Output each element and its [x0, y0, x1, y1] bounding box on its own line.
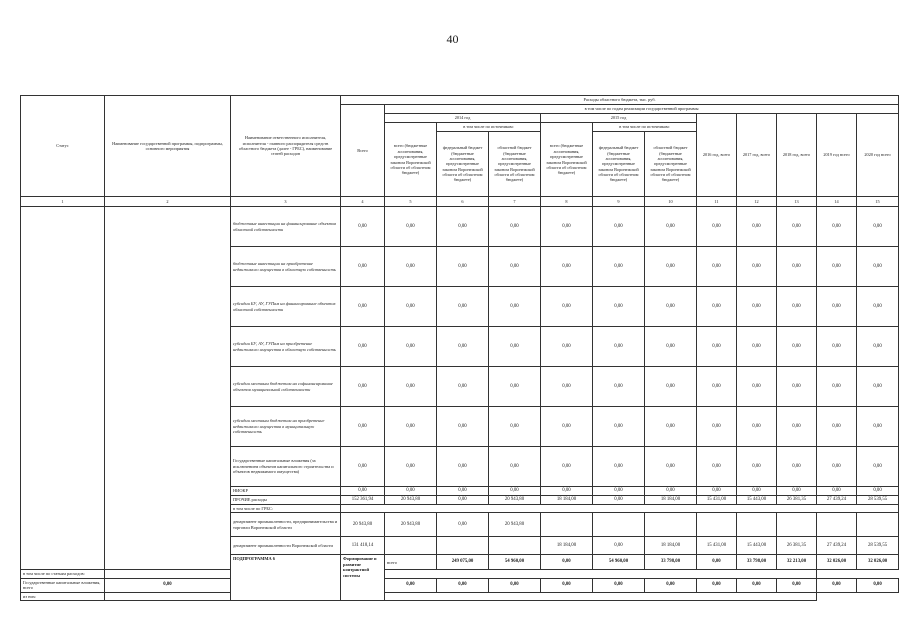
- column-number: 3: [231, 197, 341, 207]
- value-cell: 0,00: [857, 407, 899, 447]
- header-2019: 2019 год всего: [817, 114, 857, 197]
- header-2020: 2020 год всего: [857, 114, 899, 197]
- value-cell: 0,00: [437, 207, 489, 247]
- value-cell: 0,00: [857, 578, 899, 592]
- header-2015: 2015 год: [541, 114, 697, 123]
- column-number: 7: [489, 197, 541, 207]
- value-cell: 15 443,00: [737, 537, 777, 555]
- column-number: 8: [541, 197, 593, 207]
- value-cell: 0,00: [645, 207, 697, 247]
- column-number: 4: [341, 197, 385, 207]
- row-label: всего: [385, 555, 437, 570]
- value-cell: 0,00: [489, 407, 541, 447]
- value-cell: 0,00: [385, 578, 437, 592]
- value-cell: 0,00: [593, 367, 645, 407]
- value-cell: 0,00: [857, 247, 899, 287]
- value-cell: 0,00: [541, 327, 593, 367]
- value-cell: 32 026,00: [857, 555, 899, 570]
- value-cell: 0,00: [489, 327, 541, 367]
- header-name: Наименование государственной программы, подпрограммы, основного мероприятия: [105, 96, 231, 197]
- value-cell: 0,00: [697, 487, 737, 496]
- header-2015-all: всего (бюджетные ассигнования, предусмотренные законом Воронежской области об областном бюджете): [541, 123, 593, 197]
- value-cell: 0,00: [489, 367, 541, 407]
- value-cell: 0,00: [697, 327, 737, 367]
- column-number: 13: [777, 197, 817, 207]
- value-cell: 0,00: [341, 207, 385, 247]
- value-cell: [489, 537, 541, 555]
- value-cell: 27 439,24: [817, 537, 857, 555]
- row-label: Государственные капитальные вложения (за исключением объектов капитального строительства и объектов недвижимого имущества): [231, 447, 341, 487]
- column-number: 10: [645, 197, 697, 207]
- value-cell: 0,00: [817, 327, 857, 367]
- value-cell: 0,00: [541, 487, 593, 496]
- value-cell: 33 798,00: [737, 555, 777, 570]
- column-number: 6: [437, 197, 489, 207]
- column-number-row: [21, 197, 899, 207]
- value-cell: 0,00: [341, 407, 385, 447]
- value-cell: 0,00: [737, 487, 777, 496]
- value-cell: 0,00: [341, 367, 385, 407]
- value-cell: 152 361,94: [341, 495, 385, 504]
- value-cell: 20 943,80: [489, 513, 541, 537]
- value-cell: 0,00: [437, 367, 489, 407]
- header-2015-federal: федеральный бюджет (бюджетные ассигнования, предусмотренные законом Воронежской области об областном бюджете): [593, 132, 645, 197]
- value-cell: 0,00: [341, 247, 385, 287]
- value-cell: 0,00: [541, 447, 593, 487]
- value-cell: [697, 513, 737, 537]
- value-cell: 0,00: [697, 287, 737, 327]
- value-cell: 0,00: [777, 327, 817, 367]
- value-cell: 0,00: [817, 407, 857, 447]
- value-cell: 18 184,00: [645, 495, 697, 504]
- header-2014-by-source: в том числе по источникам:: [437, 123, 541, 132]
- value-cell: 0,00: [593, 537, 645, 555]
- value-cell: 0,00: [777, 407, 817, 447]
- value-cell: 0,00: [593, 447, 645, 487]
- row-label: департамент промышленности, предпринимательства и торговли Воронежской области: [231, 513, 341, 537]
- value-cell: 0,00: [645, 367, 697, 407]
- value-cell: 0,00: [697, 555, 737, 570]
- value-cell: 0,00: [777, 287, 817, 327]
- value-cell: 0,00: [817, 207, 857, 247]
- value-cell: 32 213,00: [777, 555, 817, 570]
- value-cell: 0,00: [489, 578, 541, 592]
- row-label: Государственные капитальные вложения, всего: [21, 578, 105, 592]
- value-cell: 0,00: [857, 487, 899, 496]
- column-number: 11: [697, 197, 737, 207]
- value-cell: 0,00: [489, 487, 541, 496]
- row-label: из них:: [21, 592, 105, 601]
- value-cell: 0,00: [697, 447, 737, 487]
- value-cell: [541, 513, 593, 537]
- header-status: Статус: [21, 96, 105, 197]
- value-cell: 0,00: [593, 487, 645, 496]
- value-cell: 0,00: [737, 367, 777, 407]
- row-label: субсидии БУ, АУ, ГУПам на приобретение недвижимого имущества в областную собственность: [231, 327, 341, 367]
- value-cell: 26 381,35: [777, 537, 817, 555]
- value-cell: 0,00: [385, 407, 437, 447]
- header-2015-by-source: в том числе по источникам:: [593, 123, 697, 132]
- value-cell: 0,00: [593, 287, 645, 327]
- value-cell: 0,00: [817, 447, 857, 487]
- empty-cell: [105, 570, 817, 579]
- value-cell: 0,00: [385, 447, 437, 487]
- row-label: субсидии БУ, АУ, ГУПам на финансирование объектов областной собственности: [231, 287, 341, 327]
- value-cell: 0,00: [737, 578, 777, 592]
- row-label: субсидии местным бюджетам на приобретение недвижимого имущества в муниципальную собственность: [231, 407, 341, 447]
- value-cell: [593, 513, 645, 537]
- value-cell: 0,00: [385, 247, 437, 287]
- row-label: бюджетные инвестиции на приобретение недвижимого имущества в областную собственность: [231, 247, 341, 287]
- value-cell: 28 539,55: [857, 537, 899, 555]
- value-cell: 33 798,00: [645, 555, 697, 570]
- value-cell: 0,00: [857, 207, 899, 247]
- value-cell: 0,00: [817, 247, 857, 287]
- value-cell: 0,00: [697, 407, 737, 447]
- column-number: 9: [593, 197, 645, 207]
- value-cell: 0,00: [593, 495, 645, 504]
- header-responsible: Наименование ответственного исполнителя, исполнителя - главного распорядителя средств областного бюджета (далее - ГРБС), наименование статей расходов: [231, 96, 341, 197]
- value-cell: 0,00: [541, 287, 593, 327]
- value-cell: [857, 513, 899, 537]
- value-cell: 0,00: [385, 207, 437, 247]
- value-cell: 0,00: [437, 513, 489, 537]
- value-cell: 27 439,24: [817, 495, 857, 504]
- header-by-years: в том числе по годам реализации государственной программы: [385, 105, 899, 114]
- value-cell: 0,00: [777, 447, 817, 487]
- value-cell: 0,00: [777, 207, 817, 247]
- row-label: в том числе по статьям расходов:: [21, 570, 105, 579]
- value-cell: 26 381,35: [777, 495, 817, 504]
- value-cell: 15 443,00: [737, 495, 777, 504]
- value-cell: 20 943,80: [489, 495, 541, 504]
- value-cell: 249 075,00: [437, 555, 489, 570]
- value-cell: 0,00: [645, 487, 697, 496]
- value-cell: 0,00: [341, 487, 385, 496]
- value-cell: 0,00: [593, 327, 645, 367]
- empty-cell: [341, 504, 899, 513]
- value-cell: 0,00: [817, 487, 857, 496]
- value-cell: 0,00: [341, 447, 385, 487]
- header-budget-expenses: Расходы областного бюджета, тыс. руб.: [341, 96, 899, 105]
- value-cell: 18 184,00: [645, 537, 697, 555]
- value-cell: [645, 513, 697, 537]
- value-cell: 0,00: [541, 555, 593, 570]
- value-cell: 0,00: [777, 247, 817, 287]
- value-cell: 0,00: [437, 578, 489, 592]
- value-cell: 0,00: [437, 495, 489, 504]
- value-cell: 0,00: [593, 578, 645, 592]
- value-cell: 0,00: [489, 247, 541, 287]
- value-cell: 0,00: [737, 287, 777, 327]
- value-cell: 0,00: [385, 287, 437, 327]
- value-cell: 18 184,00: [541, 495, 593, 504]
- value-cell: 54 960,00: [489, 555, 541, 570]
- budget-table: [20, 95, 899, 601]
- value-cell: 0,00: [437, 287, 489, 327]
- value-cell: 0,00: [105, 578, 231, 592]
- value-cell: 0,00: [437, 327, 489, 367]
- header-2017: 2017 год, всего: [737, 114, 777, 197]
- row-label: ПРОЧИЕ расходы: [231, 495, 341, 504]
- header-2016: 2016 год, всего: [697, 114, 737, 197]
- page-number: 40: [446, 32, 459, 46]
- value-cell: 0,00: [737, 447, 777, 487]
- table-row: [21, 592, 899, 601]
- value-cell: 131 418,14: [341, 537, 385, 555]
- value-cell: 0,00: [737, 407, 777, 447]
- value-cell: [737, 513, 777, 537]
- value-cell: 15 431,00: [697, 537, 737, 555]
- header-2015-regional: областной бюджет (бюджетные ассигнования, предусмотренные законом Воронежской области об областном бюджете): [645, 132, 697, 197]
- value-cell: 0,00: [489, 447, 541, 487]
- value-cell: 0,00: [593, 247, 645, 287]
- column-number: 1: [21, 197, 105, 207]
- row-label: бюджетные инвестиции на финансирование объектов областной собственности: [231, 207, 341, 247]
- value-cell: 20 943,80: [341, 513, 385, 537]
- value-cell: 0,00: [857, 287, 899, 327]
- value-cell: 0,00: [341, 327, 385, 367]
- value-cell: [385, 537, 437, 555]
- value-cell: 0,00: [437, 407, 489, 447]
- row-label: в том числе по ГРБС:: [231, 504, 341, 513]
- value-cell: 0,00: [857, 327, 899, 367]
- value-cell: 0,00: [817, 367, 857, 407]
- column-number: 15: [857, 197, 899, 207]
- value-cell: 0,00: [593, 407, 645, 447]
- header-2018: 2018 год, всего: [777, 114, 817, 197]
- value-cell: 0,00: [541, 367, 593, 407]
- subprogram-name: Формирование и развитие контрактной системы: [341, 555, 385, 601]
- column-number: 5: [385, 197, 437, 207]
- header-total: Всего: [341, 105, 385, 197]
- value-cell: [437, 537, 489, 555]
- value-cell: 0,00: [645, 447, 697, 487]
- value-cell: 0,00: [777, 487, 817, 496]
- value-cell: 15 431,00: [697, 495, 737, 504]
- value-cell: 0,00: [645, 327, 697, 367]
- value-cell: 0,00: [437, 447, 489, 487]
- value-cell: 0,00: [541, 407, 593, 447]
- header-2014: 2014 год: [385, 114, 541, 123]
- value-cell: 0,00: [817, 578, 857, 592]
- value-cell: 0,00: [697, 207, 737, 247]
- row-label: НИОКР: [231, 487, 341, 496]
- name-cell-empty: [105, 207, 231, 570]
- value-cell: 0,00: [697, 367, 737, 407]
- value-cell: 0,00: [645, 287, 697, 327]
- value-cell: 0,00: [857, 447, 899, 487]
- value-cell: [777, 513, 817, 537]
- value-cell: 0,00: [817, 287, 857, 327]
- value-cell: 0,00: [489, 207, 541, 247]
- row-label: департамент промышленности Воронежской области: [231, 537, 341, 555]
- column-number: 12: [737, 197, 777, 207]
- header-2014-regional: областной бюджет (бюджетные ассигнования, предусмотренные законом Воронежской области об областном бюджете): [489, 132, 541, 197]
- value-cell: 0,00: [777, 367, 817, 407]
- value-cell: 18 184,00: [541, 537, 593, 555]
- empty-cell: [105, 592, 817, 601]
- value-cell: 0,00: [645, 578, 697, 592]
- value-cell: 32 026,00: [817, 555, 857, 570]
- table-row: [21, 578, 899, 592]
- value-cell: 0,00: [437, 247, 489, 287]
- value-cell: 0,00: [541, 578, 593, 592]
- value-cell: 0,00: [541, 207, 593, 247]
- value-cell: 0,00: [697, 578, 737, 592]
- value-cell: 0,00: [385, 327, 437, 367]
- value-cell: 0,00: [385, 367, 437, 407]
- row-label: субсидии местным бюджетам на софинансирование объектов муниципальной собственности: [231, 367, 341, 407]
- value-cell: 20 943,80: [385, 513, 437, 537]
- value-cell: 0,00: [777, 578, 817, 592]
- header-2014-all: всего (бюджетные ассигнования, предусмотренные законом Воронежской области об областном бюджете): [385, 123, 437, 197]
- table-row: [21, 207, 899, 247]
- value-cell: 20 943,80: [385, 495, 437, 504]
- value-cell: 54 960,00: [593, 555, 645, 570]
- value-cell: 0,00: [341, 287, 385, 327]
- value-cell: 0,00: [697, 247, 737, 287]
- value-cell: 0,00: [857, 367, 899, 407]
- column-number: 14: [817, 197, 857, 207]
- value-cell: 0,00: [385, 487, 437, 496]
- value-cell: 0,00: [737, 327, 777, 367]
- value-cell: 0,00: [541, 247, 593, 287]
- value-cell: 0,00: [437, 487, 489, 496]
- column-number: 2: [105, 197, 231, 207]
- value-cell: 0,00: [737, 247, 777, 287]
- value-cell: 0,00: [737, 207, 777, 247]
- subprogram-status: ПОДПРОГРАММА 6: [231, 555, 341, 601]
- table-row: [21, 570, 899, 579]
- value-cell: 0,00: [489, 287, 541, 327]
- value-cell: 0,00: [593, 207, 645, 247]
- value-cell: [817, 513, 857, 537]
- value-cell: 0,00: [645, 407, 697, 447]
- header-2014-federal: федеральный бюджет (бюджетные ассигнования, предусмотренные законом Воронежской области об областном бюджете): [437, 132, 489, 197]
- status-cell-empty: [21, 207, 105, 570]
- value-cell: 0,00: [645, 247, 697, 287]
- value-cell: 28 539,55: [857, 495, 899, 504]
